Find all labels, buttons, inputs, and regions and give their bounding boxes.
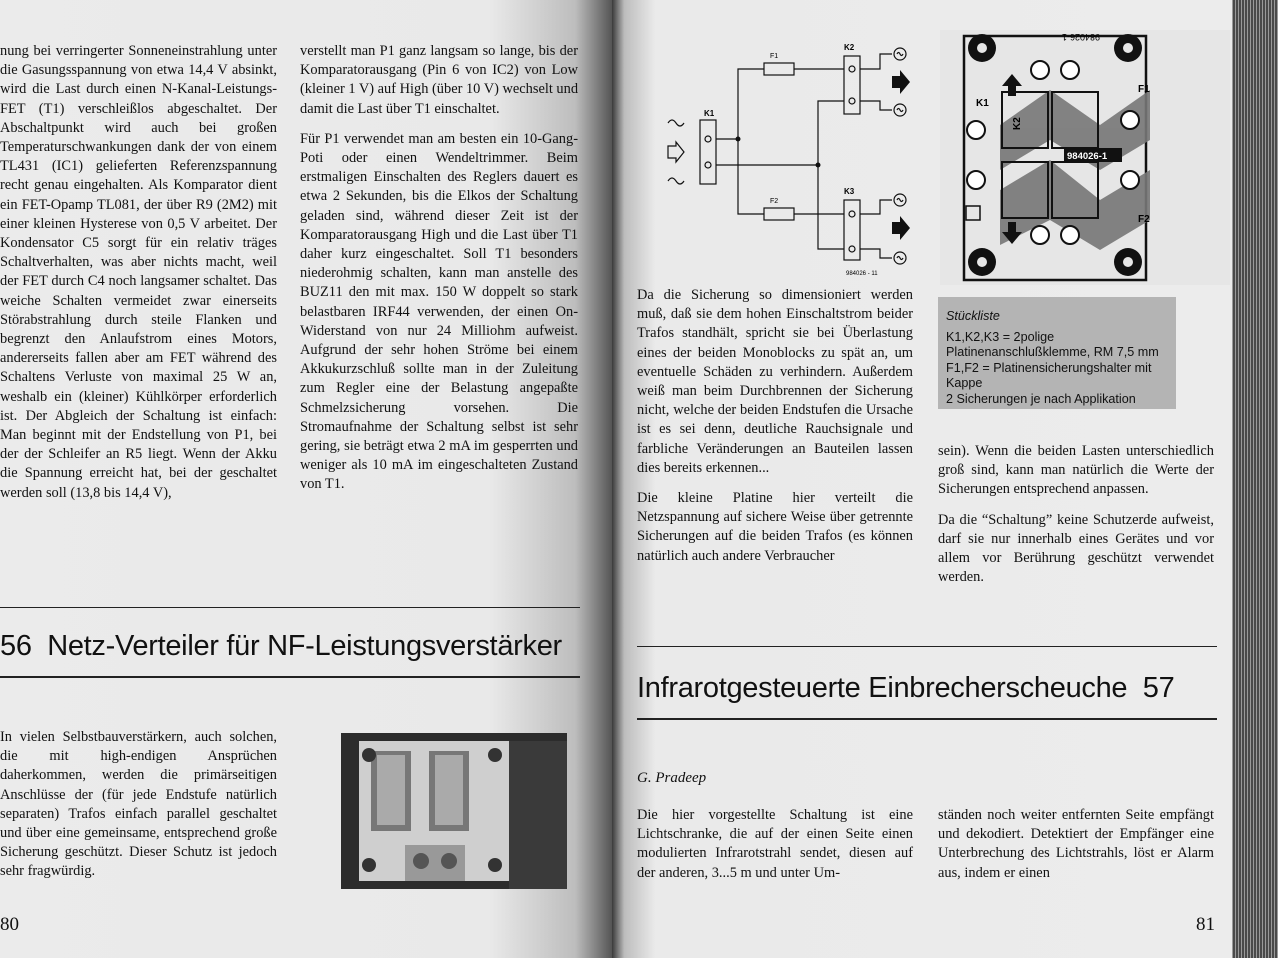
parts-list-title: Stückliste <box>946 309 1000 323</box>
article-57-number: 57 <box>1142 672 1175 704</box>
right-page <box>612 0 1232 958</box>
k3-terminal <box>844 200 860 260</box>
article-56-title: Netz-Verteiler für NF-Leistungsverstärker <box>47 630 562 662</box>
left-col2-paragraph-1: verstellt man P1 ganz langsam so lange, bis der Komparatorausgang (Pin 6 von IC2) von Low (kleiner 1 V) auf High (über 10 V) wechselt und damit die Last über T1 einschaltet. <box>300 43 579 117</box>
fuse-f1 <box>764 63 794 75</box>
article-57-top-rule <box>637 646 1217 647</box>
article-57-paragraph-2: ständen noch weiter entfernten Seite empfängt und dekodiert. Detektiert der Empfänger eine Unterbrechung des Lichtstrahls, löst er Alarm aus, indem er einen <box>938 807 1214 881</box>
circuit-schematic <box>648 36 928 281</box>
pcb-label-k1: K1 <box>976 98 989 109</box>
article-57-heading <box>637 672 1174 705</box>
left-col2-text <box>300 42 578 506</box>
schematic-label-k3: K3 <box>844 187 855 196</box>
pcb-label-f1: F1 <box>1138 84 1150 95</box>
article-56-heading <box>0 630 562 663</box>
article-57-author: G. Pradeep <box>637 770 707 786</box>
pcb-label-k2: K2 <box>1012 117 1023 130</box>
page-number-right: 81 <box>1196 914 1215 935</box>
pcb-layout <box>940 30 1230 285</box>
schematic-figure-code: 984026 - 11 <box>846 271 878 277</box>
schematic-label-k2: K2 <box>844 43 855 52</box>
schematic-label-f2: F2 <box>770 198 779 205</box>
k1-terminal <box>700 120 716 184</box>
pcb-board-id: 984026-1 <box>1067 151 1108 162</box>
pcb-photo-image <box>341 733 567 889</box>
article-57-paragraph-1: Die hier vorgestellte Schaltung ist eine Lichtschranke, die auf der einen Seite einen modulierten Infrarotstrahl sendet, diesen auf der anderen, 3...5 m und unter Um- <box>637 807 913 881</box>
article-57-title: Infrarotgesteuerte Einbrecherscheuche <box>637 672 1128 704</box>
right-col2-paragraph-2: Da die “Schaltung” keine Schutzerde aufweist, darf sie nur innerhalb eines Gerätes und vor allem vor Berührung geschützt verwendet werden. <box>938 511 1214 586</box>
article-57-bottom-rule <box>637 718 1217 720</box>
article-56-intro <box>0 728 277 893</box>
k2-terminal <box>844 56 860 114</box>
left-col2-paragraph-2: Für P1 verwendet man am besten ein 10-Gang-Poti oder einen Wendeltrimmer. Beim erstmaligen Einschalten des Reglers dauert es etwa 2 Sekunden, bis die Elkos der Schaltung geladen sind, während dieser Zeit ist der Komparatorausgang High und die Last über T1 daher kurz eingeschaltet. Soll T1 besonders niederohmig schalten, kann man anstelle des BUZ11 den mit max. 150 W doppelt so stark belastbaren IRF44 verwenden, der einen On-Widerstand von nur 24 Milliohm aufweist. Aufgrund der sehr hohen Ströme bei einem Akkukurzschluß sollte man in der Zuleitung zum Regler eine der Belastung angepaßte Schmelzsicherung vorsehen. Die Stromaufnahme der Schaltung selbst ist sehr gering, sie beträgt etwa 2 mA im gesperrten und weniger als 10 mA im eingeschalteten Zustand von T1. <box>300 130 578 493</box>
article-56-top-rule <box>0 607 580 608</box>
parts-list-line: K1,K2,K3 = 2polige <box>946 329 1055 344</box>
left-col1-text <box>0 42 277 514</box>
right-col2-paragraph-1: sein). Wenn die beiden Lasten unterschiedlich groß sind, kann man natürlich die Werte der Sicherungen entsprechend anpassen. <box>938 443 1214 498</box>
right-col2-text <box>938 442 1214 598</box>
parts-list-box <box>938 297 1176 409</box>
right-col1-paragraph-2: Die kleine Platine hier verteilt die Netzspannung auf sichere Weise über getrennte Sicherungen auf die beiden Trafos (es können natürlich auch andere Verbraucher <box>637 490 913 564</box>
right-col1-text <box>637 286 913 577</box>
schematic-label-k1: K1 <box>704 109 715 118</box>
fuse-f2 <box>764 208 794 220</box>
article-56-paragraph: In vielen Selbstbauverstärkern, auch solchen, die mit high-endigen Ansprüchen daherkommen, werden die primärseitigen Anschlüsse der (für jede Endstufe natürlich separaten) Trafos einfach parallel geschaltet und über eine gemeinsame, entsprechend große Sicherung geschützt. Dieser Schutz ist jedoch sehr fragwürdig. <box>0 729 277 880</box>
pcb-label-f2: F2 <box>1138 214 1150 225</box>
parts-list-line: F1,F2 = Platinensicherungshalter mit <box>946 360 1152 375</box>
schematic-label-f1: F1 <box>770 53 779 60</box>
parts-list-line: Kappe <box>946 376 983 390</box>
pcb-mirrored-board-id: 984026-1 <box>1061 32 1100 42</box>
article-56-bottom-rule <box>0 676 580 678</box>
pcb-photo <box>341 733 567 889</box>
article-56-number: 56 <box>0 630 32 662</box>
page-number-left: 80 <box>0 914 19 935</box>
left-col1-paragraph: nung bei verringerter Sonneneinstrahlung unter die Gasungsspannung von etwa 14,4 V absinkt, wird die Last durch einen N-Kanal-Leistungs-FET (T1) verschleißlos abgeschaltet. Der Abschaltpunkt wird auch bei großen Temperaturschwankungen dank der von einem TL431 (IC1) gelieferten Referenzspannung recht genau eingehalten. Als Komparator dient ein FET-Opamp TL081, der über R9 (2M2) mit einer kleinen Hysterese von 0,5 V arbeitet. Der Kondensator C5 sorgt für ein relativ träges Schaltverhalten, was aber nichts macht, weil der FET durch C4 noch langsamer schaltet. Das weiche Schalten vermeidet zwar einerseits Störabstrahlung durch steile Flanken und begrenzt den Anlaufstrom eines Motors, andererseits fallen aber am FET während des Schaltens Verluste von maximal 25 W an, weshalb ein (kleiner) Kühlkörper erforderlich ist. Der Abgleich der Schaltung ist einfach: Man beginnt mit der Endstellung von P1, bei der der Schleifer an R5 liegt. Wenn der Akku die Spannung erreicht hat, bei der geschaltet werden soll (13,8 bis 14,4 V), <box>0 43 277 501</box>
book-page-edges <box>1232 0 1278 958</box>
right-col1-paragraph-1: Da die Sicherung so dimensioniert werden muß, daß sie dem hohen Einschaltstrom beider Trafos standhält, spricht sie bei Überlastung eines der beiden Monoblocks zu spät an, um eventuelle Schäden zu verhindern. Außerdem weiß man beim Durchbrennen der Sicherung nicht, welche der beiden Endstufen die Ursache ist es sei denn, deutliche Rauchsignale und farbliche Veränderungen an Bauteilen lassen dies bereits erkennen... <box>637 287 913 476</box>
left-page <box>0 0 612 958</box>
article-57-col2 <box>938 806 1214 894</box>
parts-list-line: Platinenanschlußklemme, RM 7,5 mm <box>946 345 1159 359</box>
article-57-col1 <box>637 806 913 894</box>
parts-list-line: 2 Sicherungen je nach Applikation <box>946 391 1136 406</box>
